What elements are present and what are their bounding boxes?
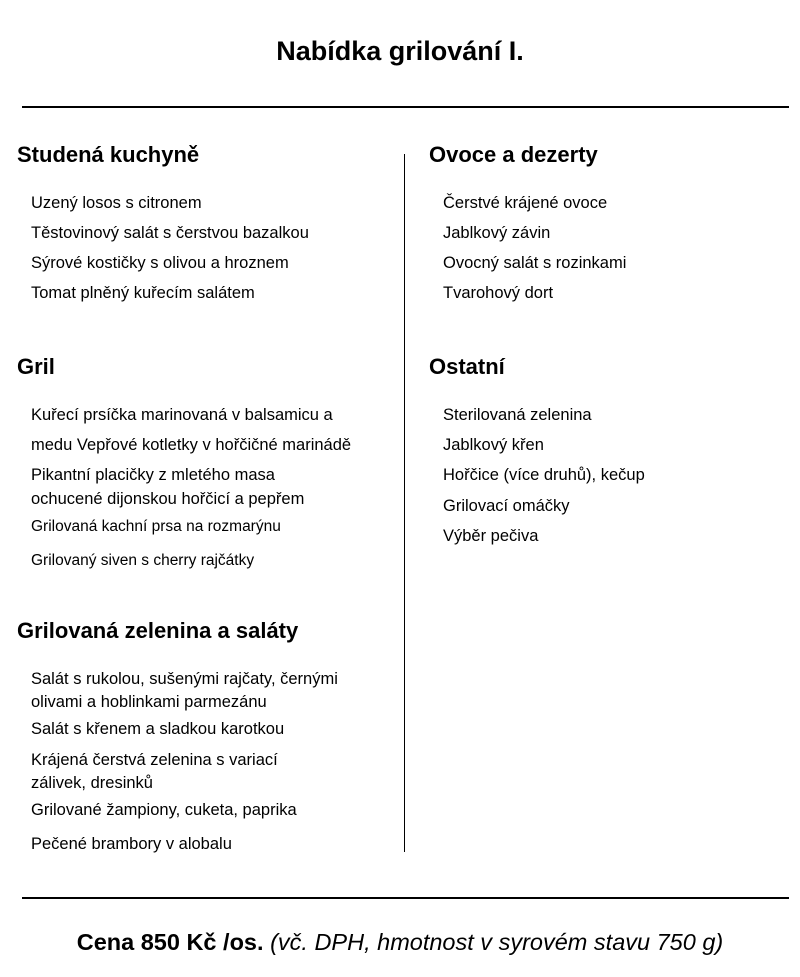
menu-item: olivami a hoblinkami parmezánu (31, 693, 267, 711)
section-heading-studena-kuchyne: Studená kuchyně (17, 142, 200, 167)
section-heading-ostatni: Ostatní (429, 354, 505, 379)
section-heading-grilovana-zelenina: Grilovaná zelenina a saláty (17, 618, 299, 643)
menu-item: medu Vepřové kotletky v hořčičné marinádě (31, 436, 352, 454)
menu-item: Salát s křenem a sladkou karotkou (31, 720, 285, 738)
menu-item: Kuřecí prsíčka marinovaná v balsamicu a (31, 406, 333, 424)
top-divider (22, 106, 789, 108)
menu-item: ochucené dijonskou hořčicí a pepřem (31, 490, 305, 508)
menu-item: Salát s rukolou, sušenými rajčaty, černými (31, 670, 338, 688)
menu-item: Pečené brambory v alobalu (31, 835, 232, 853)
bottom-divider (22, 897, 789, 899)
menu-item: Ovocný salát s rozinkami (443, 254, 627, 272)
menu-item: Čerstvé krájené ovoce (443, 194, 608, 212)
menu-item: Pikantní placičky z mletého masa (31, 466, 275, 484)
menu-item: Grilovací omáčky (443, 497, 570, 515)
price-note: (vč. DPH, hmotnost v syrovém stavu 750 g) (270, 929, 724, 955)
price-text: Cena 850 Kč /os. (76, 929, 264, 955)
menu-item: Uzený losos s citronem (31, 194, 202, 212)
menu-item: Sterilovaná zelenina (443, 406, 592, 424)
menu-item: Grilovaná kachní prsa na rozmarýnu (31, 518, 281, 535)
menu-item: Krájená čerstvá zelenina s variací (31, 751, 278, 769)
menu-item: Výběr pečiva (443, 527, 539, 545)
menu-item: Těstovinový salát s čerstvou bazalkou (31, 224, 309, 242)
menu-item: Sýrové kostičky s olivou a hroznem (31, 254, 289, 272)
column-divider (404, 154, 405, 852)
menu-item: zálivek, dresinků (31, 774, 153, 792)
menu-item: Tvarohový dort (443, 284, 554, 302)
menu-item: Grilované žampiony, cuketa, paprika (31, 801, 297, 819)
section-heading-gril: Gril (17, 354, 55, 379)
menu-item: Jablkový křen (443, 436, 544, 454)
menu-item: Tomat plněný kuřecím salátem (31, 284, 255, 302)
section-heading-ovoce-a-dezerty: Ovoce a dezerty (429, 142, 598, 167)
page-title: Nabídka grilování I. (276, 36, 524, 66)
price-footer (0, 929, 800, 956)
menu-item: Hořčice (více druhů), kečup (443, 466, 645, 484)
menu-item: Jablkový závin (443, 224, 551, 242)
menu-item: Grilovaný siven s cherry rajčátky (31, 552, 255, 569)
